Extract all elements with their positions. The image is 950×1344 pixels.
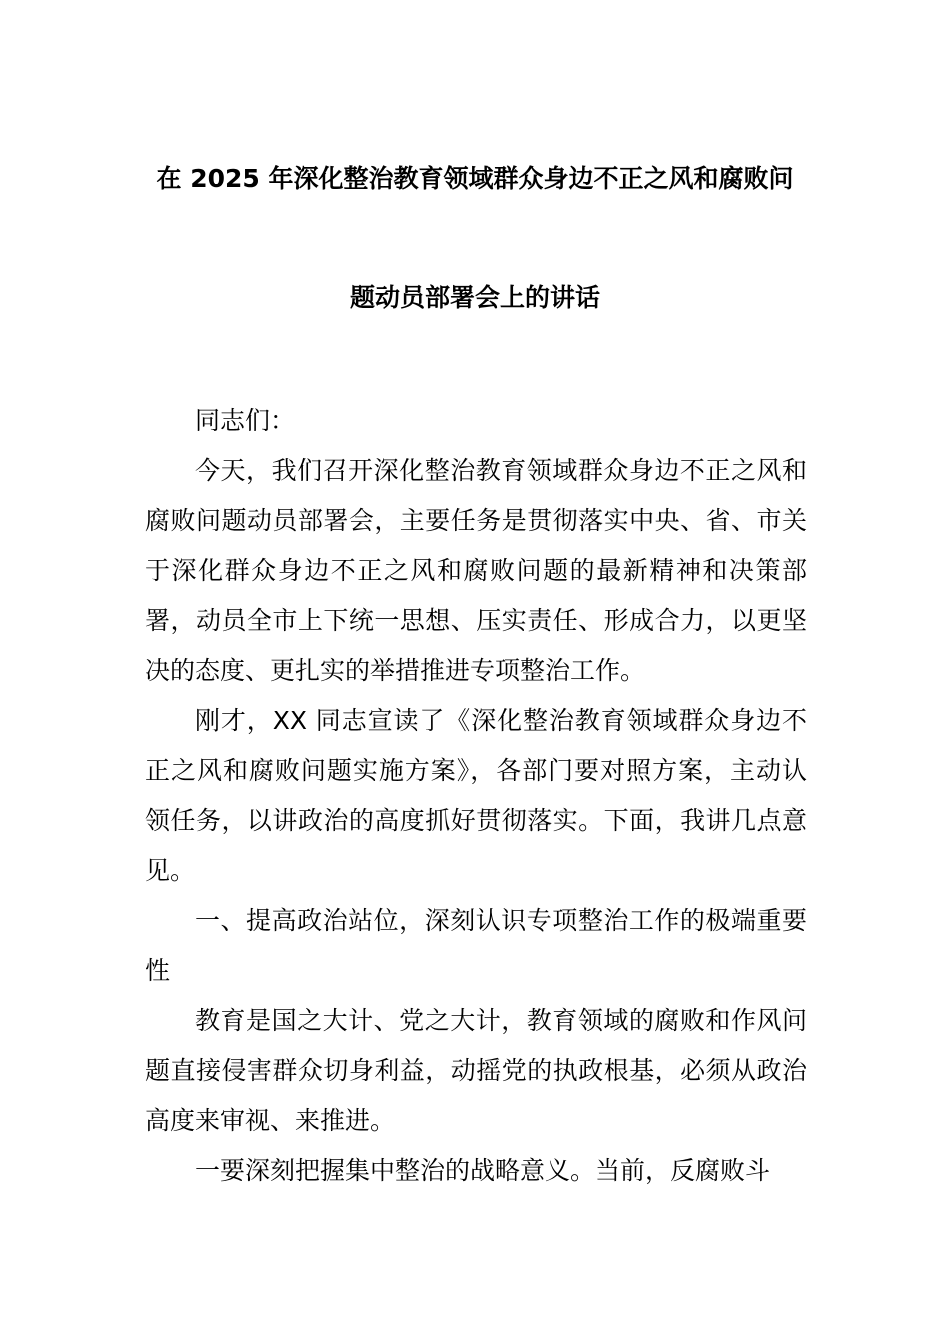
document-title-line-2: 题动员部署会上的讲话 xyxy=(349,283,600,312)
section-heading: 一、提高政治站位，深刻认识专项整治工作的极端重要性 xyxy=(145,906,807,985)
body-paragraph: 今天，我们召开深化整治教育领域群众身边不正之风和腐败问题动员部署会，主要任务是贯彻落实中央、省、市关于深化群众身边不正之风和腐败问题的最新精神和决策部署，动员全市上下统一思想、压实责任、形成合力，以更坚决的态度、更扎实的举措推进专项整治工作。 xyxy=(145,456,807,685)
document-title-line-1: 在 2025 年深化整治教育领域群众身边不正之风和腐败问 xyxy=(156,164,794,193)
body-paragraph: 教育是国之大计、党之大计，教育领域的腐败和作风问题直接侵害群众切身利益，动摇党的执政根基，必须从政治高度来审视、来推进。 xyxy=(145,1006,807,1135)
body-paragraph: 一要深刻把握集中整治的战略意义。当前，反腐败斗 xyxy=(195,1156,771,1185)
body-paragraph: 刚才，XX 同志宣读了《深化整治教育领域群众身边不正之风和腐败问题实施方案》，各部门要对照方案，主动认领任务，以讲政治的高度抓好贯彻落实。下面，我讲几点意见。 xyxy=(145,706,807,885)
document-body xyxy=(145,396,807,1196)
salutation: 同志们： xyxy=(195,406,296,435)
